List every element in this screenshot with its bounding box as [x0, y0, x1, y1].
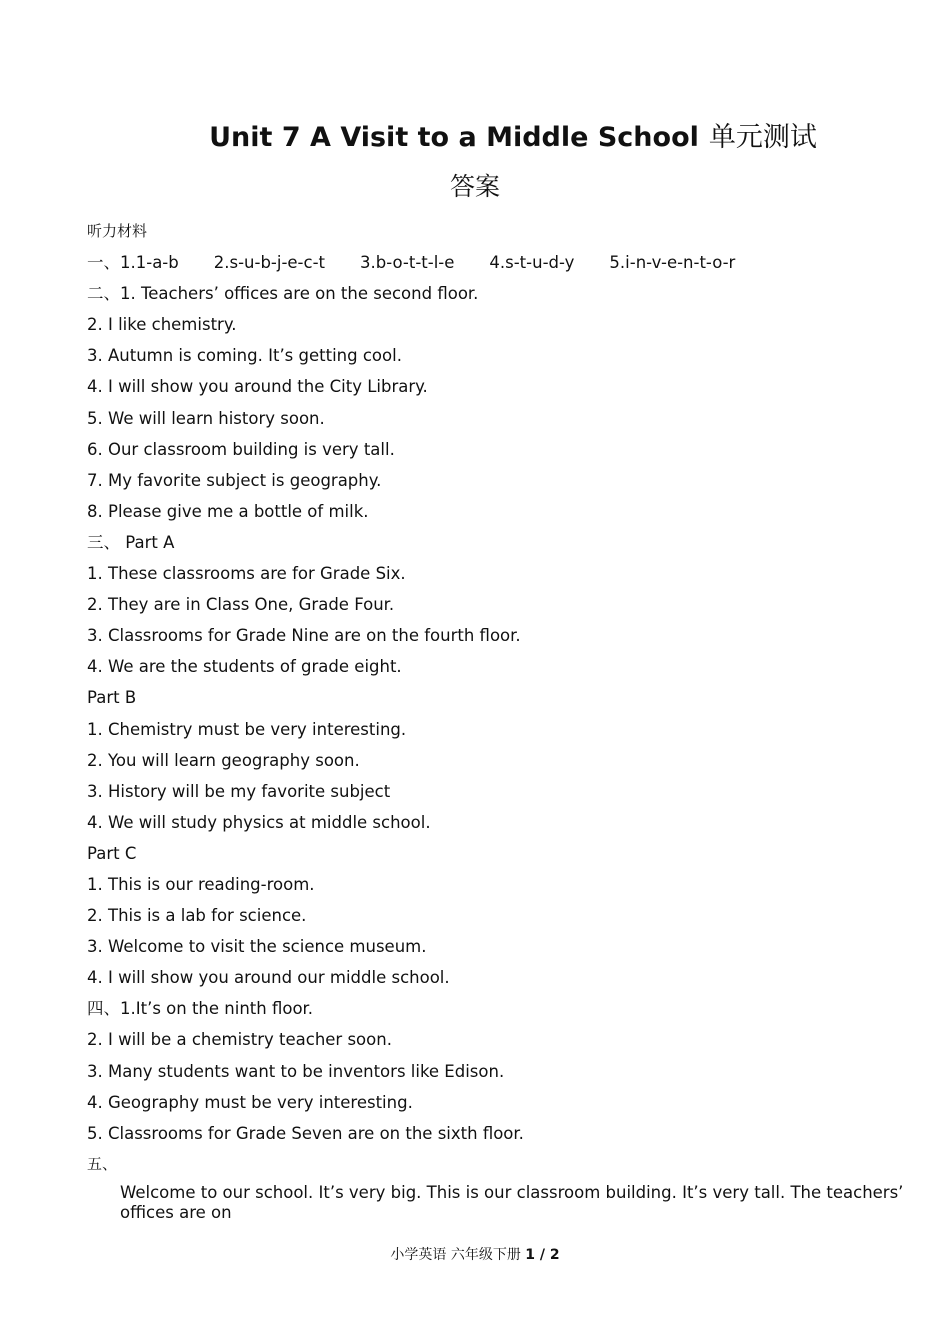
part2-line-3: 3. Autumn is coming. It’s getting cool. — [87, 346, 402, 366]
part2-line-2: 2. I like chemistry. — [87, 315, 237, 335]
part3b-line-1: 1. Chemistry must be very interesting. — [87, 719, 407, 739]
part2-text-1: 1. Teachers’ offices are on the second floor. — [120, 284, 479, 304]
footer-text: 小学英语 六年级下册 — [390, 1247, 526, 1263]
part4-text-1: 1.It’s on the ninth floor. — [120, 999, 314, 1019]
part3a-line-2: 2. They are in Class One, Grade Four. — [87, 595, 395, 615]
section-label: 听力材料 — [87, 222, 148, 240]
part3c-line-1: 1. This is our reading-room. — [87, 874, 315, 894]
document-subtitle: 答案 — [449, 172, 500, 201]
part4-line-2: 2. I will be a chemistry teacher soon. — [87, 1030, 392, 1050]
title-english: Unit 7 A Visit to a Middle School — [209, 122, 699, 153]
part2-line-4: 4. I will show you around the City Library. — [87, 377, 428, 397]
part3b-line-2: 2. You will learn geography soon. — [87, 750, 360, 770]
part3c-line-4: 4. I will show you around our middle school. — [87, 968, 450, 988]
page-number: 1 / 2 — [525, 1247, 560, 1263]
part4-line-3: 3. Many students want to be inventors like Edison. — [87, 1061, 505, 1081]
page-footer — [0, 1244, 950, 1266]
part4-line-1 — [87, 993, 917, 1024]
part4-line-4: 4. Geography must be very interesting. — [87, 1092, 413, 1112]
part3c-line-3: 3. Welcome to visit the science museum. — [87, 937, 427, 957]
part3b-heading: Part B — [87, 688, 137, 708]
part2-line-1 — [87, 278, 917, 309]
part3b-line-4: 4. We will study physics at middle school. — [87, 812, 431, 832]
part1-line — [87, 247, 917, 278]
document-title — [0, 120, 950, 156]
part3-heading: 三、 Part A — [87, 532, 175, 552]
part1-prefix: 一、 — [87, 253, 120, 273]
part4-prefix: 四、 — [87, 999, 120, 1019]
part2-line-7: 7. My favorite subject is geography. — [87, 470, 382, 490]
spelling-answer-5: 5.i-n-v-e-n-t-o-r — [609, 253, 736, 273]
part2-line-8: 8. Please give me a bottle of milk. — [87, 501, 369, 521]
part5-heading: 五、 — [87, 1154, 118, 1173]
part3a-line-4: 4. We are the students of grade eight. — [87, 657, 402, 677]
spelling-answer-4: 4.s-t-u-d-y — [489, 253, 575, 273]
title-chinese: 单元测试 — [708, 122, 817, 153]
part3b-line-3: 3. History will be my favorite subject — [87, 781, 391, 801]
part3a-line-1: 1. These classrooms are for Grade Six. — [87, 564, 406, 584]
spelling-answer-1: 1.1-a-b — [120, 253, 179, 273]
part3c-line-2: 2. This is a lab for science. — [87, 906, 307, 926]
part2-line-5: 5. We will learn history soon. — [87, 408, 325, 428]
part3a-line-3: 3. Classrooms for Grade Nine are on the fourth floor. — [87, 626, 521, 646]
part4-line-5: 5. Classrooms for Grade Seven are on the sixth floor. — [87, 1123, 524, 1143]
part5-paragraph: Welcome to our school. It’s very big. This is our classroom building. It’s very tall. The teachers’ offices are on — [120, 1183, 904, 1222]
part2-line-6: 6. Our classroom building is very tall. — [87, 439, 395, 459]
spelling-answer-2: 2.s-u-b-j-e-c-t — [213, 253, 326, 273]
spelling-answer-3: 3.b-o-t-t-l-e — [360, 253, 455, 273]
part3c-heading: Part C — [87, 843, 137, 863]
answer-content — [87, 216, 917, 1180]
part2-prefix: 二、 — [87, 284, 120, 304]
